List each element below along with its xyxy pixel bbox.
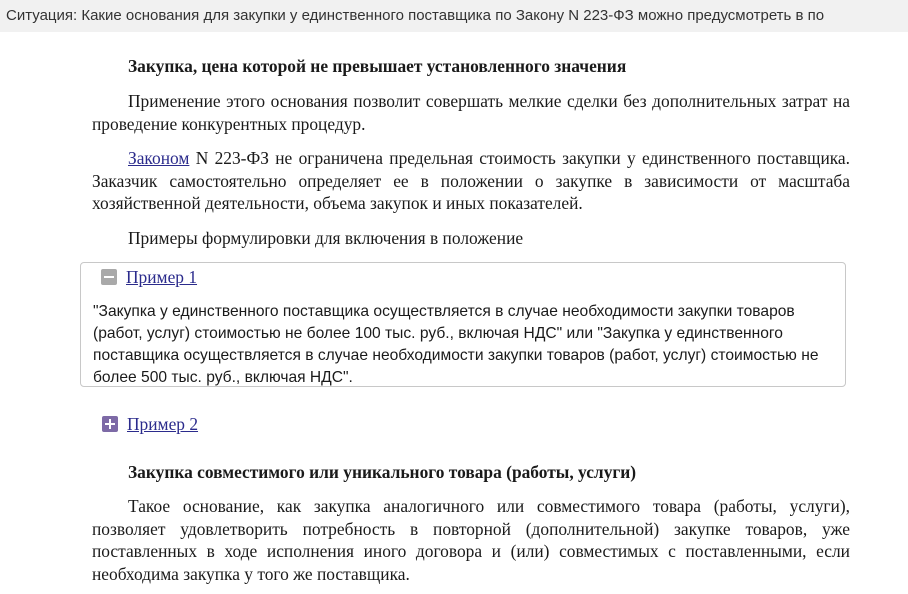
situation-title-bar — [0, 0, 908, 32]
example-2-link[interactable]: Пример 2 — [127, 414, 199, 434]
law-link[interactable]: Законом — [128, 148, 190, 168]
paragraph-compatible-goods: Такое основание, как закупка аналогичного или совместимого товара (работы, услуги), позволяет удовлетворить потребность в повторной (дополнительной) закупке товаров, уже поставленных в ходе исполнения иного договора и (или) совместимых с поставленными, если необходима закупка у того же поставщика. — [92, 496, 850, 584]
paragraph-price-limit-benefit: Применение этого основания позволит совершать мелкие сделки без дополнительных затрат на проведение конкурентных процедур. — [92, 91, 850, 134]
minus-square-icon[interactable] — [101, 269, 117, 285]
paragraph-law-text: N 223-ФЗ не ограничена предельная стоимость закупки у единственного поставщика. Заказчик самостоятельно определяет ее в положении о закупке в зависимости от масштаба хозяйственной деятельности, объема закупок и иных показателей. — [92, 148, 850, 213]
section-heading-price-limit: Закупка, цена которой не превышает установленного значения — [128, 56, 627, 76]
situation-title: Ситуация: Какие основания для закупки у единственного поставщика по Закону N 223-ФЗ можно предусмотреть в по — [6, 7, 825, 24]
example-1-panel — [80, 262, 846, 387]
section-heading-compatible-goods: Закупка совместимого или уникального товара (работы, услуги) — [128, 462, 637, 482]
example-1-link[interactable]: Пример 1 — [126, 267, 198, 287]
example-1-text: "Закупка у единственного поставщика осуществляется в случае необходимости закупки товаров (работ, услуг) стоимостью не более 100 тыс. руб., включая НДС" или "Закупка у единственного поставщика осуществляется в случае необходимости закупки товаров (работ, услуг) стоимостью не более 500 тыс. руб., включая НДС". — [93, 303, 819, 386]
examples-intro: Примеры формулировки для включения в положение — [128, 228, 524, 248]
plus-square-icon[interactable] — [102, 416, 118, 432]
example-2-header[interactable] — [102, 414, 198, 435]
paragraph-law-no-limit — [92, 147, 850, 215]
example-1-header[interactable] — [101, 267, 197, 291]
